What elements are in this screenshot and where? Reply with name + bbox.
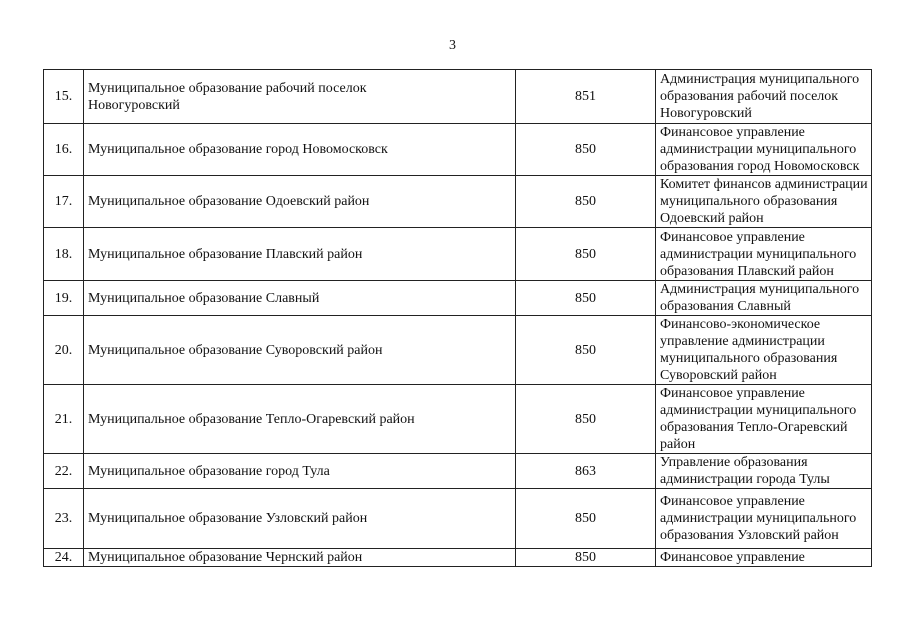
municipality-name-line: Муниципальное образование город Новомосковск [88,142,388,157]
budget-code: 850 [516,281,656,316]
administrator-org-line: управление администрации [660,334,825,349]
row-number: 24. [44,549,84,567]
administrator-org [656,70,872,124]
administrator-org-line: администрации муниципального [660,142,857,157]
row-number: 16. [44,124,84,176]
table-row [44,316,872,385]
administrator-org [656,124,872,176]
administrator-org-line: Финансовое управление [660,386,805,401]
row-number: 15. [44,70,84,124]
administrator-org [656,176,872,228]
administrator-org [656,385,872,454]
administrator-org-line: Финансово-экономическое [660,317,821,332]
administrator-org-line: администрации муниципального [660,246,857,262]
administrator-org-line: район [660,437,696,452]
municipality-name [84,454,516,489]
administrator-org-line: Одоевский район [660,211,764,226]
municipality-name-line: Муниципальное образование Тепло-Огаревский район [88,411,415,427]
municipality-name-line: Муниципальное образование Узловский район [88,511,368,526]
budget-code: 850 [516,549,656,567]
administrator-org-line: Финансовое управление [660,550,805,565]
budget-code: 850 [516,316,656,385]
table-row [44,385,872,454]
municipality-name [84,316,516,385]
municipality-name-line: Муниципальное образование город Тула [88,463,330,479]
row-number: 18. [44,228,84,281]
page-number: 3 [449,38,456,53]
municipality-name-line: Муниципальное образование рабочий поселок [88,80,367,96]
administrator-org-line: администрации муниципального [660,511,857,526]
table-row [44,489,872,549]
administrator-org-line: администрации города Тулы [660,472,830,487]
row-number: 20. [44,316,84,385]
municipalities-table [43,69,872,567]
administrator-org-line: Новогуровский [660,106,752,121]
table-row [44,124,872,176]
administrator-org-line: Администрация муниципального [660,72,860,87]
table-row [44,549,872,567]
administrator-org [656,316,872,385]
administrator-org-line: образования Тепло-Огаревский [660,420,848,435]
administrator-org-line: образования Узловский район [660,528,839,543]
table-body [44,70,872,567]
administrator-org-line: образования Славный [660,299,791,314]
administrator-org-line: Финансовое управление [660,494,805,509]
municipality-name [84,489,516,549]
municipality-name-line: Муниципальное образование Одоевский район [88,194,370,209]
administrator-org-line: администрации муниципального [660,403,857,418]
administrator-org-line: образования город Новомосковск [660,159,860,174]
administrator-org-line: Финансовое управление [660,125,805,140]
municipality-name-line: Новогуровский [88,97,180,113]
municipality-name-line: Муниципальное образование Плавский район [88,246,363,262]
table-row [44,228,872,281]
municipality-name [84,124,516,176]
municipality-name [84,70,516,124]
administrator-org [656,549,872,567]
municipality-name [84,228,516,281]
table-row [44,176,872,228]
budget-code: 850 [516,124,656,176]
municipality-name-line: Муниципальное образование Суворовский район [88,342,383,358]
administrator-org [656,489,872,549]
budget-code: 863 [516,454,656,489]
row-number: 23. [44,489,84,549]
administrator-org-line: Суворовский район [660,368,777,383]
administrator-org-line: образования рабочий поселок [660,89,839,104]
administrator-org [656,228,872,281]
municipality-name [84,385,516,454]
row-number: 21. [44,385,84,454]
table-row [44,454,872,489]
budget-code: 851 [516,70,656,124]
municipality-name-line: Муниципальное образование Славный [88,290,320,306]
municipality-name [84,281,516,316]
row-number: 22. [44,454,84,489]
administrator-org-line: Управление образования [660,455,808,470]
municipality-name [84,176,516,228]
table-row [44,70,872,124]
budget-code: 850 [516,176,656,228]
administrator-org-line: Комитет финансов администрации [660,177,868,192]
row-number: 19. [44,281,84,316]
table-row [44,281,872,316]
administrator-org-line: Финансовое управление [660,229,805,245]
administrator-org [656,454,872,489]
municipality-name-line: Муниципальное образование Чернский район [88,550,363,565]
municipality-name [84,549,516,567]
administrator-org-line: Администрация муниципального [660,282,860,297]
budget-code: 850 [516,385,656,454]
administrator-org-line: муниципального образования [660,194,838,209]
administrator-org-line: образования Плавский район [660,263,834,279]
budget-code: 850 [516,489,656,549]
row-number: 17. [44,176,84,228]
budget-code: 850 [516,228,656,281]
administrator-org [656,281,872,316]
administrator-org-line: муниципального образования [660,351,838,366]
